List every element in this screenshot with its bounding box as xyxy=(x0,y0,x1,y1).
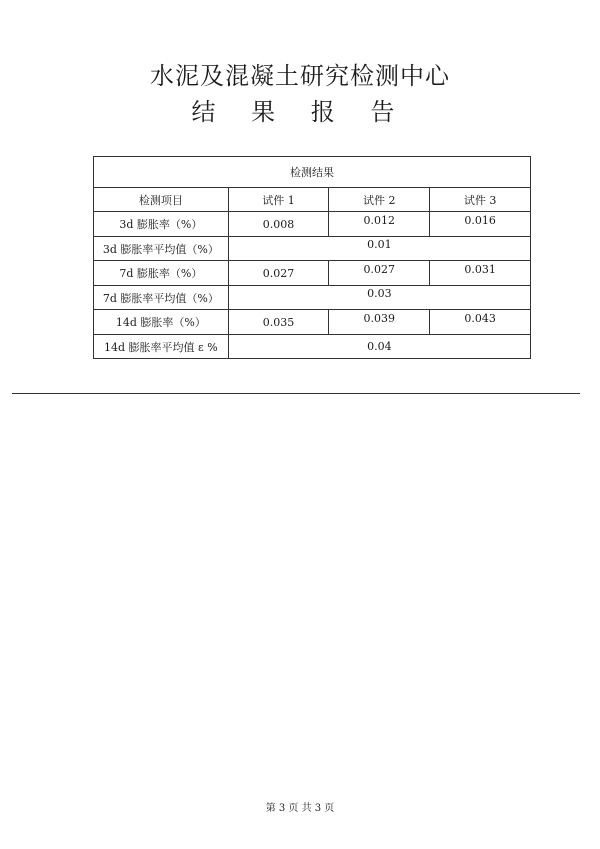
cell-specimen-1: 0.027 xyxy=(228,261,329,286)
column-header-specimen-1: 试件 1 xyxy=(228,188,329,212)
column-header-specimen-2: 试件 2 xyxy=(329,188,430,212)
report-title: 结 果 报 告 xyxy=(191,98,409,126)
results-table xyxy=(93,156,531,359)
cell-specimen-3: 0.043 xyxy=(430,310,531,335)
row-label: 14d 膨胀率（%） xyxy=(94,310,229,335)
page-number: 第 3 页 共 3 页 xyxy=(265,803,335,814)
cell-specimen-2: 0.039 xyxy=(329,310,430,335)
cell-specimen-2: 0.012 xyxy=(329,212,430,237)
column-header-specimen-3: 试件 3 xyxy=(430,188,531,212)
table-row xyxy=(94,335,531,359)
table-row xyxy=(94,237,531,261)
row-label: 14d 膨胀率平均值 ε % xyxy=(94,335,229,359)
cell-specimen-1: 0.035 xyxy=(228,310,329,335)
table-row xyxy=(94,286,531,310)
column-header-item: 检测项目 xyxy=(94,188,229,212)
table-row xyxy=(94,261,531,286)
cell-specimen-2: 0.027 xyxy=(329,261,430,286)
row-label: 7d 膨胀率平均值（%） xyxy=(94,286,229,310)
cell-specimen-1: 0.008 xyxy=(228,212,329,237)
cell-specimen-3: 0.016 xyxy=(430,212,531,237)
table-row xyxy=(94,212,531,237)
cell-average: 0.04 xyxy=(228,335,530,359)
table-title: 检测结果 xyxy=(94,157,531,188)
row-label: 3d 膨胀率（%） xyxy=(94,212,229,237)
cell-average: 0.03 xyxy=(228,286,530,310)
org-title: 水泥及混凝土研究检测中心 xyxy=(150,62,450,90)
row-label: 7d 膨胀率（%） xyxy=(94,261,229,286)
table-row xyxy=(94,310,531,335)
cell-specimen-3: 0.031 xyxy=(430,261,531,286)
cell-average: 0.01 xyxy=(228,237,530,261)
horizontal-rule xyxy=(12,393,580,394)
row-label: 3d 膨胀率平均值（%） xyxy=(94,237,229,261)
